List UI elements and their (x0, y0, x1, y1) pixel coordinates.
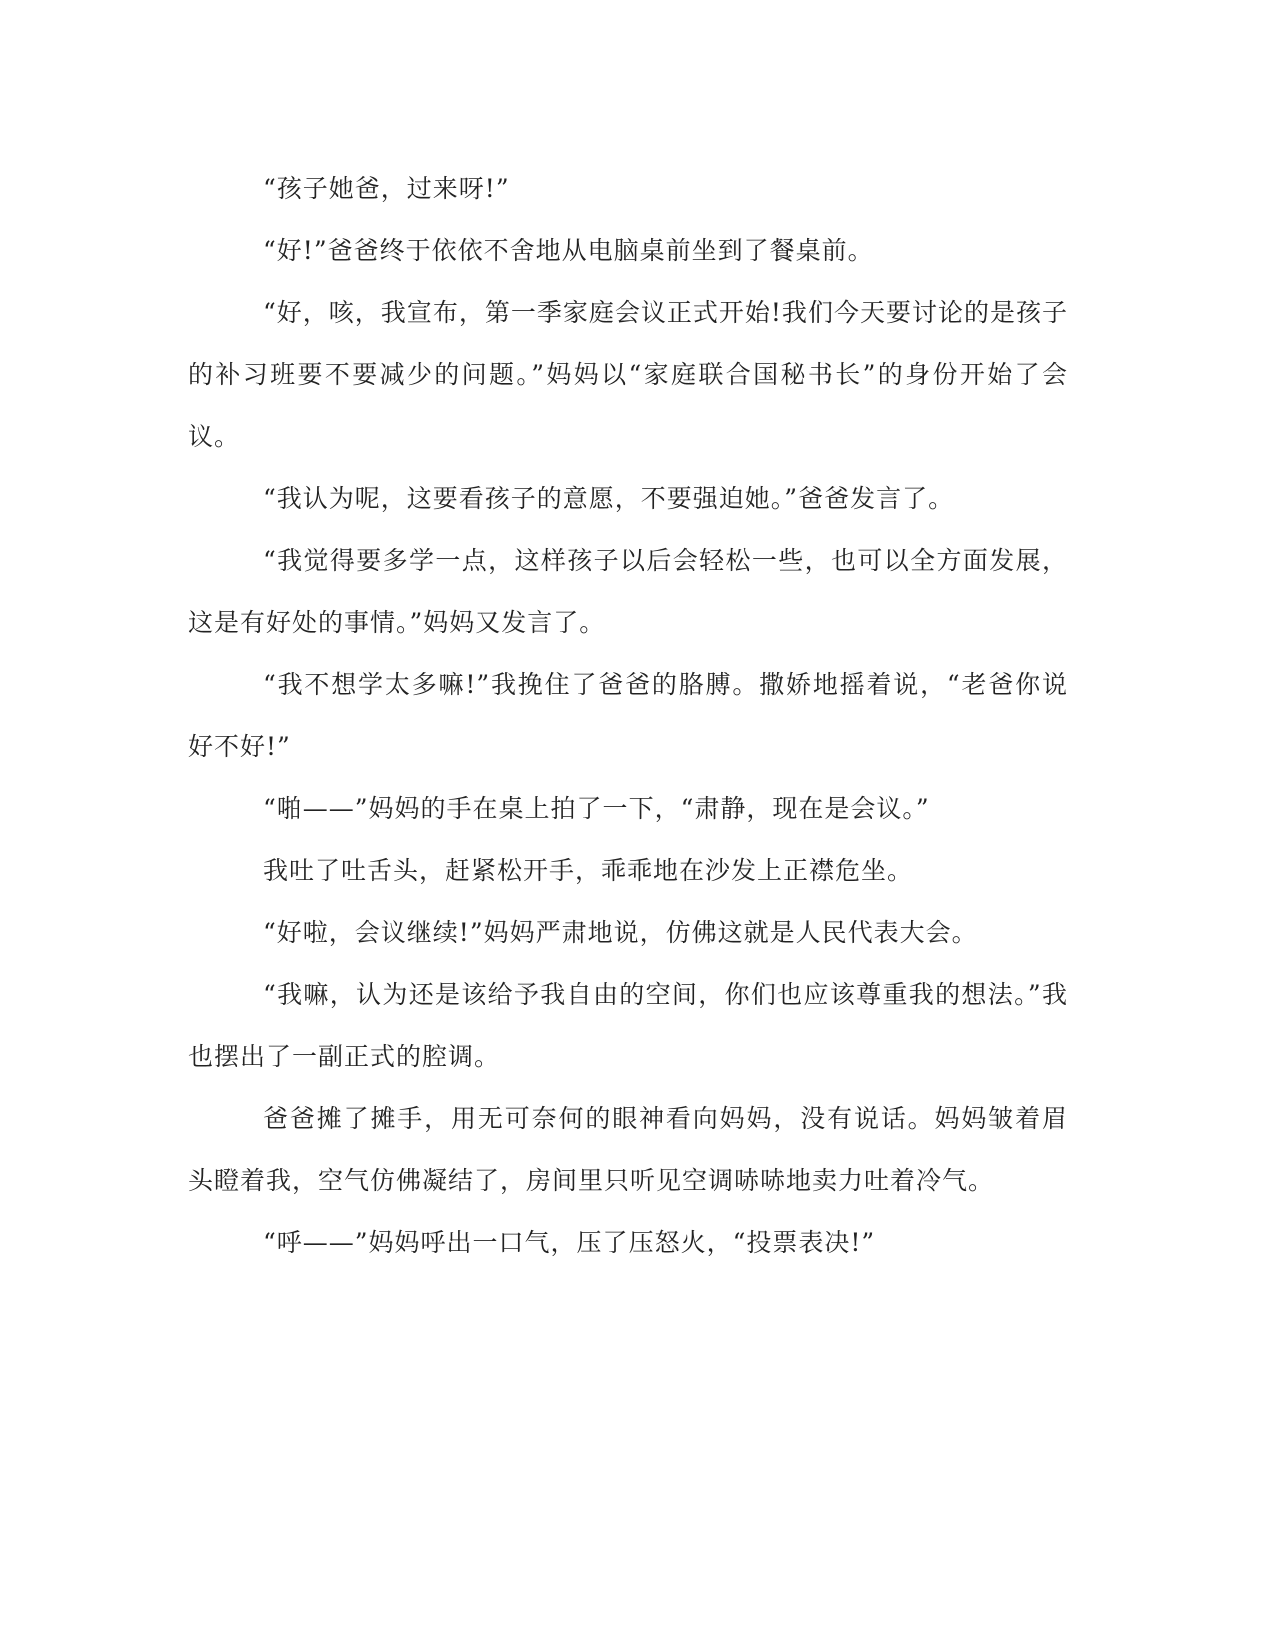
paragraph-4: “我认为呢，这要看孩子的意愿，不要强迫她。”爸爸发言了。 (263, 484, 955, 513)
paragraph-9: “好啦，会议继续!”妈妈严肃地说，仿佛这就是人民代表大会。 (263, 918, 978, 947)
paragraph-3: “好，咳，我宣布，第一季家庭会议正式开始!我们今天要讨论的是孩子的补习班要不要减少的问题。”妈妈以“家庭联合国秘书长”的身份开始了会议。 (188, 298, 1068, 451)
paragraph-2: “好!”爸爸终于依依不舍地从电脑桌前坐到了餐桌前。 (263, 236, 874, 265)
paragraph-7: “啪——”妈妈的手在桌上拍了一下，“肃静，现在是会议。” (263, 794, 930, 823)
paragraph-6: “我不想学太多嘛!”我挽住了爸爸的胳膊。撒娇地摇着说，“老爸你说好不好!” (188, 670, 1068, 761)
paragraph-1: “孩子她爸，过来呀!” (263, 174, 510, 203)
paragraph-11: 爸爸摊了摊手，用无可奈何的眼神看向妈妈，没有说话。妈妈皱着眉头瞪着我，空气仿佛凝结了，房间里只听见空调哧哧地卖力吐着冷气。 (188, 1104, 1068, 1195)
paragraph-12: “呼——”妈妈呼出一口气，压了压怒火，“投票表决!” (263, 1228, 876, 1257)
document-body (188, 158, 1068, 1274)
paragraph-5: “我觉得要多学一点，这样孩子以后会轻松一些，也可以全方面发展，这是有好处的事情。”妈妈又发言了。 (188, 546, 1068, 637)
paragraph-8: 我吐了吐舌头，赶紧松开手，乖乖地在沙发上正襟危坐。 (263, 856, 914, 885)
paragraph-10: “我嘛，认为还是该给予我自由的空间，你们也应该尊重我的想法。”我也摆出了一副正式的腔调。 (188, 980, 1068, 1071)
